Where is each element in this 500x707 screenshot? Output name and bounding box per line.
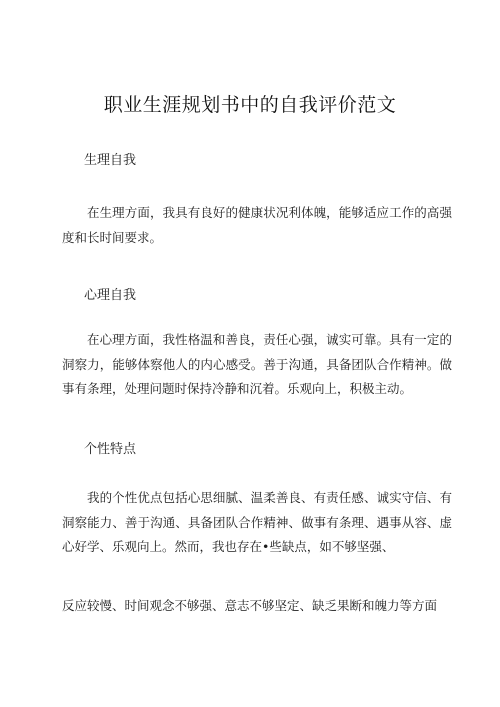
document-title: 职业生涯规划书中的自我评价范文 [103, 94, 397, 116]
section-heading-personality: 个性特点 [84, 442, 137, 457]
paragraph-psychological-self: 在心理方面，我性格温和善良，责任心强，诚实可靠。具有一定的洞察力，能够体察他人的内心感受。善于沟通，具备团队合作精神。做事有条理，处理问题时保持冷静和沉着。乐观向上，积极主动。 [62, 332, 452, 396]
paragraph-personality-continuation: 反应较慢、时间观念不够强、意志不够坚定、缺乏果断和魄力等方面 [62, 598, 438, 613]
section-heading-physical-self: 生理自我 [84, 153, 137, 168]
section-heading-psychological-self: 心理自我 [84, 288, 137, 303]
paragraph-physical-self: 在生理方面，我具有良好的健康状况利体魄，能够适应工作的高强度和长时间要求。 [62, 205, 452, 245]
paragraph-personality: 我的个性优点包括心思细腻、温柔善良、有责任感、诚实守信、有洞察能力、善于沟通、具备团队合作精神、做事有条理、遇事从容、虚心好学、乐观向上。然而，我也存在•些缺点，如不够坚强、 [62, 490, 452, 554]
